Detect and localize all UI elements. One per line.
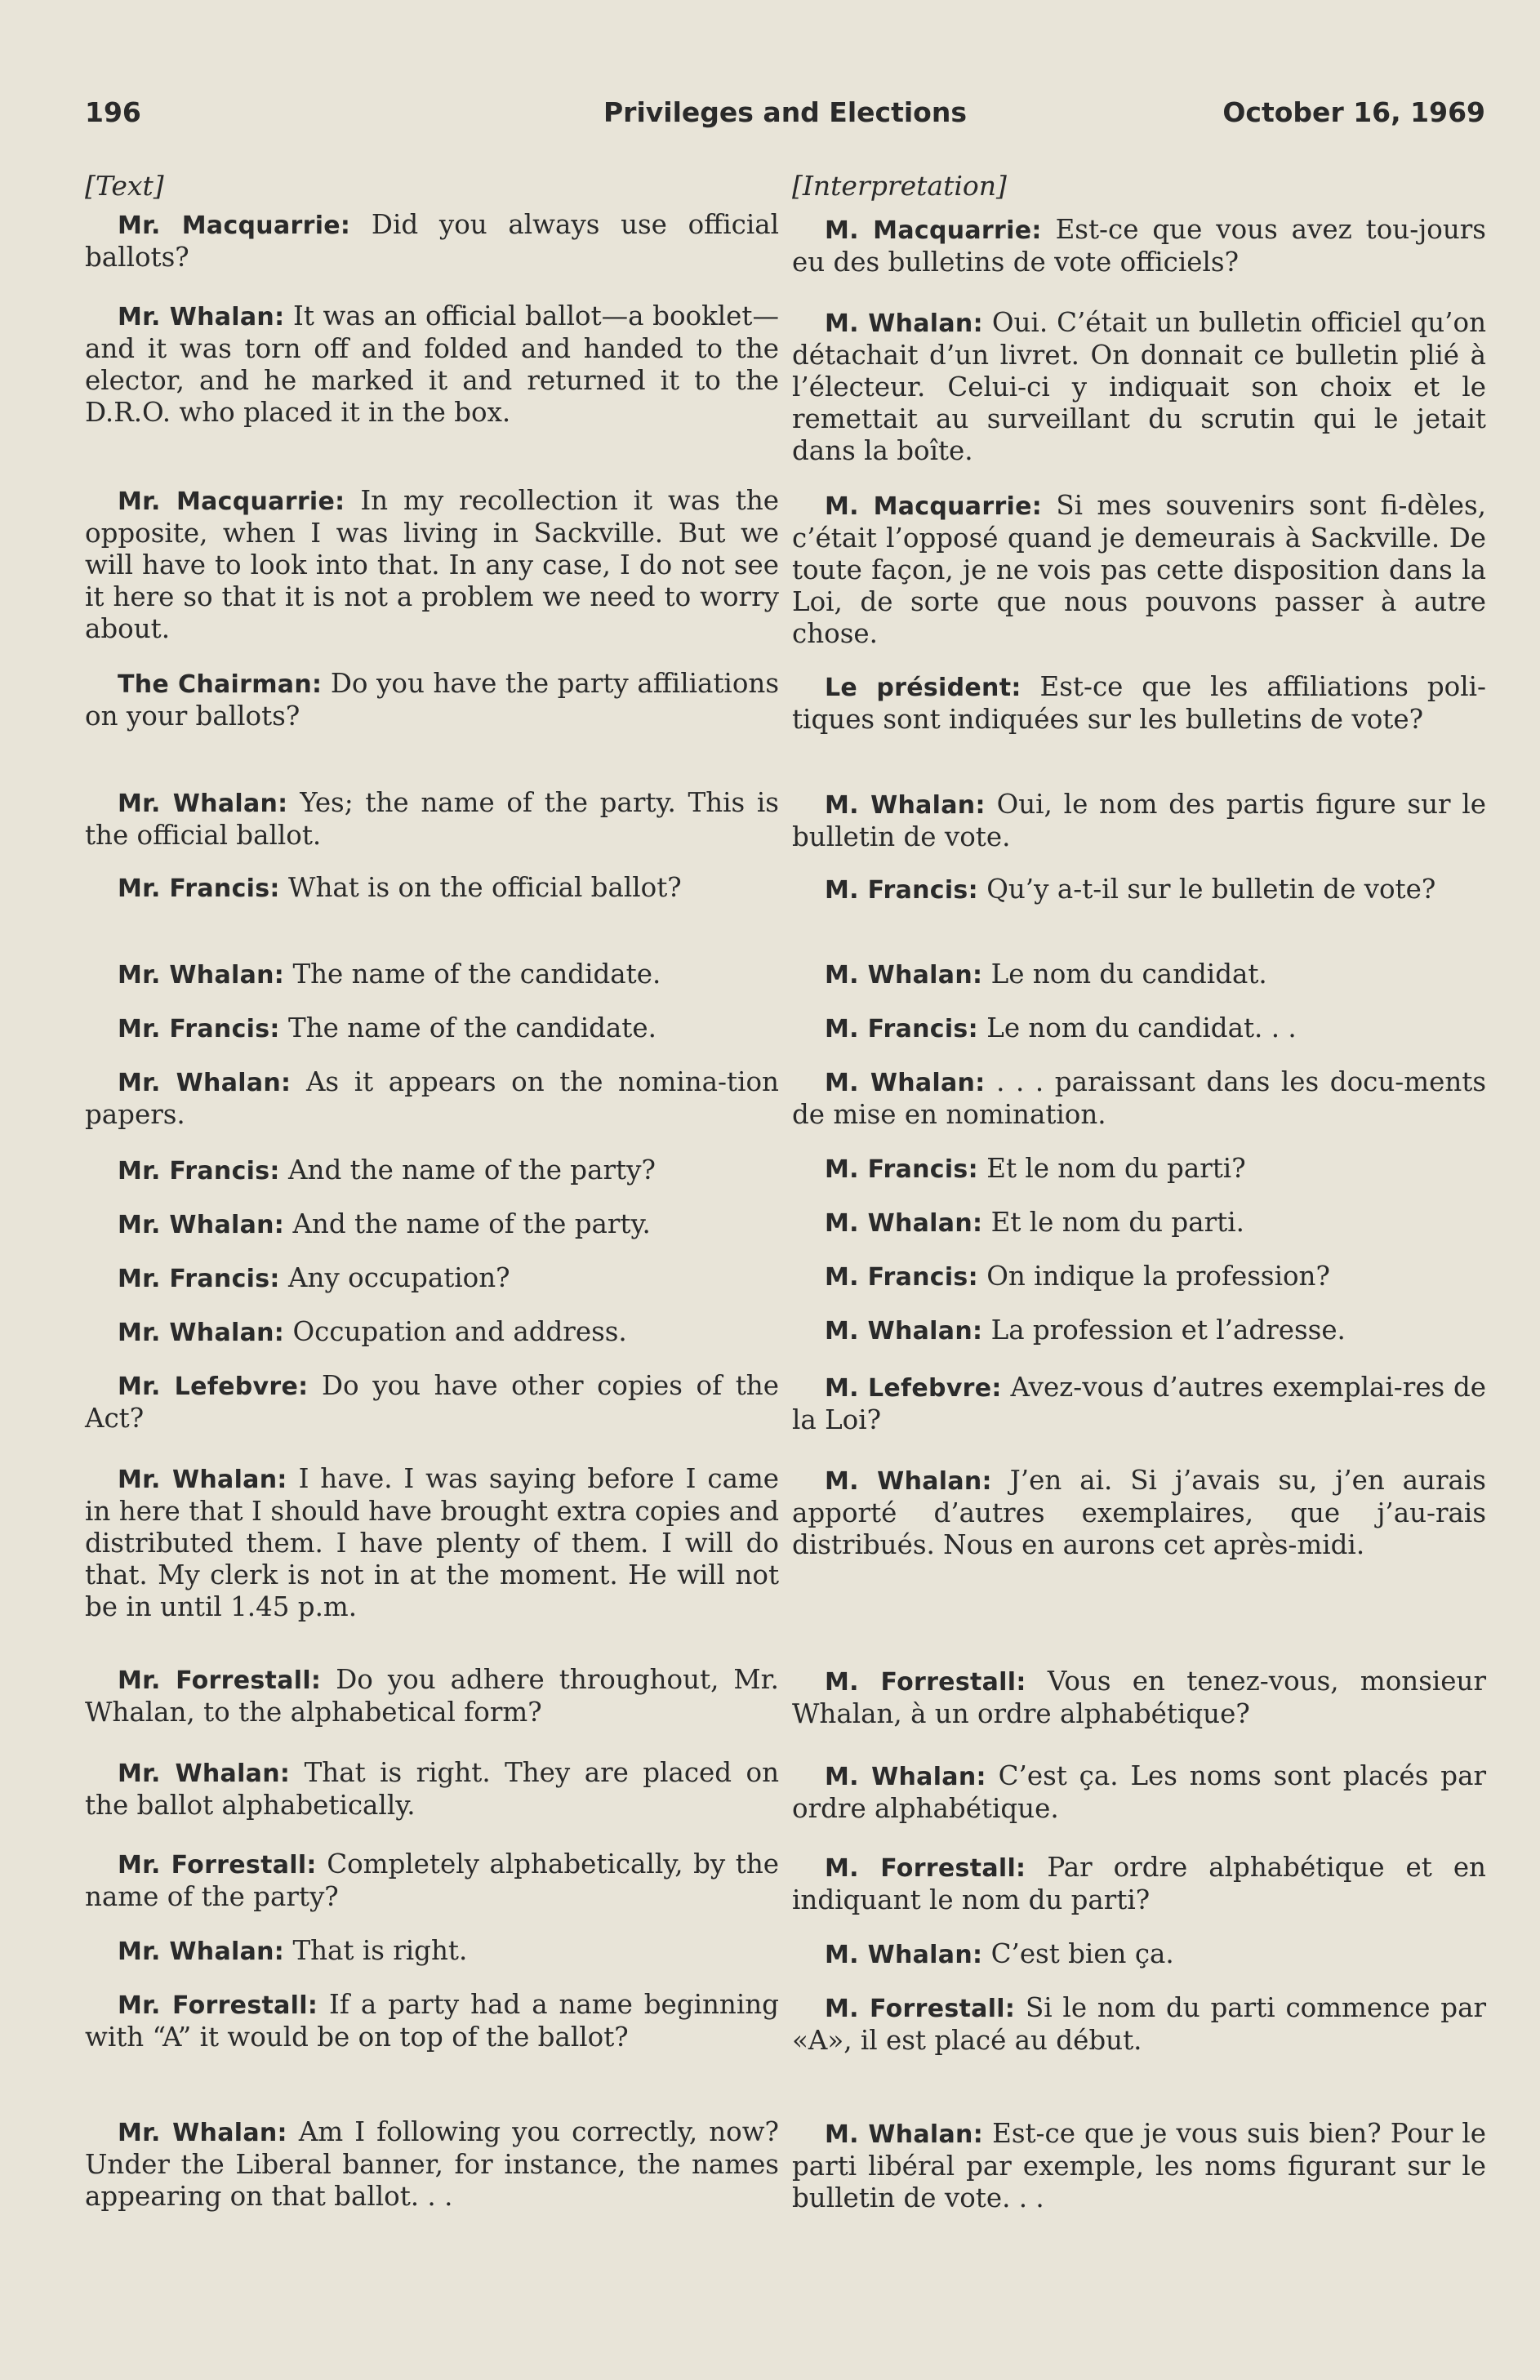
page-number: 196 [85,96,141,128]
speaker-name: Mr. Lefebvre: [118,1372,309,1401]
speaker-name: M. Whalan: [825,1317,983,1346]
speech-text: J’en ai. Si j’avais su, j’en aurais apporté d’autres exemplaires, que j’au-rais distribués. Nous en aurons cet après-midi. [792,1465,1486,1560]
speech-entry [85,1757,779,1822]
speech-entry [85,1848,779,1913]
speech-entry [85,959,779,991]
speaker-name: The Chairman: [118,670,323,699]
speech-text: Any occupation? [288,1262,510,1293]
speaker-name: Mr. Forrestall: [118,1851,317,1880]
speech-text: As it appears on the nomina-tion papers. [85,1066,779,1130]
speaker-name: M. Francis: [825,876,978,905]
speech-text: What is on the official ballot? [288,872,682,903]
speaker-name: M. Whalan: [825,309,983,338]
speech-text: If a party had a name beginning with “A” it would be on top of the ballot? [85,1989,779,2053]
speech-entry [792,1207,1486,1239]
speech-entry [85,668,779,732]
speaker-name: M. Whalan: [825,1209,983,1238]
speech-entry [85,2116,779,2213]
speech-entry [792,2118,1486,2214]
column-heading: [Text] [85,170,164,202]
speaker-name: Le président: [825,674,1021,702]
speech-entry [85,1012,779,1045]
speech-entry [792,1992,1486,2057]
speaker-name: Mr. Whalan: [118,1759,291,1788]
speaker-name: M. Whalan: [825,1069,986,1097]
speech-text: Do you have other copies of the Act? [85,1370,779,1434]
speech-text: That is right. They are placed on the ballot alphabetically. [85,1757,779,1821]
speaker-name: M. Francis: [825,1155,978,1184]
speaker-name: M. Macquarrie: [825,216,1042,245]
speech-text: Le nom du candidat. [990,959,1267,990]
speech-entry [792,1012,1486,1045]
speech-entry [792,490,1486,650]
speech-text: Oui. C’était un bulletin officiel qu’on détachait d’un livret. On donnait ce bulletin plié à l’électeur. Celui-ci y indiquait son choix et le remettait au surveillant du scrutin qui le jetait dans la boîte. [792,307,1487,466]
speech-text: Do you have the party affiliations on your ballots? [85,668,779,732]
page-header [85,96,1485,145]
speech-text: Qu’y a-t-il sur le bulletin de vote? [986,874,1436,905]
speech-text: C’est ça. Les noms sont placés par ordre alphabétique. [792,1760,1486,1824]
speech-entry [792,1372,1486,1436]
speaker-name: Mr. Whalan: [118,2119,287,2147]
speaker-name: Mr. Forrestall: [118,1991,318,2020]
speech-entry [85,485,779,645]
speaker-name: Mr. Francis: [118,1157,280,1186]
speech-entry [792,1261,1486,1293]
speech-text: Si le nom du parti commence par «A», il est placé au début. [792,1992,1486,2056]
speech-text: Est-ce que vous avez tou-jours eu des bulletins de vote officiels? [792,214,1486,278]
speaker-name: Mr. Whalan: [118,1069,292,1097]
speech-entry [792,1760,1486,1825]
speech-entry [85,787,779,852]
speech-entry [85,1208,779,1241]
speech-entry [792,789,1486,853]
speech-entry [85,1066,779,1131]
speaker-name: M. Forrestall: [825,1668,1026,1697]
speaker-name: Mr. Macquarrie: [118,487,345,516]
speech-entry [792,874,1486,906]
speaker-name: M. Whalan: [825,1763,986,1791]
speech-entry [85,1316,779,1349]
speech-entry [85,1664,779,1728]
speaker-name: Mr. Francis: [118,1265,280,1293]
speech-text: C’est bien ça. [990,1938,1174,1969]
speaker-name: M. Francis: [825,1015,978,1043]
speech-text: And the name of the party? [288,1154,656,1186]
speech-entry [85,1154,779,1187]
speech-entry [792,307,1486,467]
speaker-name: Mr. Whalan: [118,1319,285,1347]
speaker-name: M. Macquarrie: [825,492,1043,521]
speaker-name: Mr. Whalan: [118,961,285,990]
speech-text: Est-ce que les affiliations poli-tiques sont indiquées sur les bulletins de vote? [792,671,1486,735]
speech-text: The name of the candidate. [288,1012,657,1043]
speech-text: Oui, le nom des partis figure sur le bulletin de vote. [792,789,1486,852]
speaker-name: Mr. Whalan: [118,1466,287,1494]
speech-entry [792,214,1486,278]
speech-text: La profession et l’adresse. [990,1315,1346,1346]
speech-text: Am I following you correctly, now? Under the Liberal banner, for instance, the names appearing on that ballot. . . [85,2116,779,2212]
speaker-name: Mr. Forrestall: [118,1666,322,1695]
speech-entry [85,209,779,274]
speech-entry [85,1370,779,1435]
speech-entry [792,1153,1486,1186]
speaker-name: Mr. Whalan: [118,1211,285,1239]
speech-text: I have. I was saying before I came in here that I should have brought extra copies and distributed them. I have plenty of them. I will do that. My clerk is not in at the moment. He will not be in until 1.45 p.m. [85,1463,780,1622]
speech-text: Yes; the name of the party. This is the official ballot. [85,787,779,851]
speech-text: Occupation and address. [292,1316,627,1347]
speaker-name: M. Forrestall: [825,1995,1016,2023]
speech-entry [792,1666,1486,1730]
speech-text: Si mes souvenirs sont fi-dèles, c’était l’opposé quand je demeurais à Sackville. De toute façon, je ne vois pas cette disposition dans la Loi, de sorte que nous pouvons passer à autre chose. [792,490,1487,649]
speaker-name: Mr. Francis: [118,1015,280,1043]
speech-entry [792,1938,1486,1971]
speech-entry [85,300,779,429]
speaker-name: Mr. Macquarrie: [118,211,351,240]
speech-text: On indique la profession? [986,1261,1330,1292]
speech-entry [85,1935,779,1968]
speech-text: The name of the candidate. [292,959,661,990]
speech-text: Le nom du candidat. . . [986,1012,1297,1043]
speech-text: In my recollection it was the opposite, when I was living in Sackville. But we will have to look into that. In any case, I do not see it here so that it is not a problem we need to worry about. [85,485,779,644]
speech-entry [792,959,1486,991]
speaker-name: M. Lefebvre: [825,1374,1002,1403]
speech-text: Vous en tenez-vous, monsieur Whalan, à un ordre alphabétique? [792,1666,1486,1729]
speech-text: And the name of the party. [292,1208,651,1239]
speaker-name: M. Forrestall: [825,1854,1026,1883]
speaker-name: Mr. Whalan: [118,1937,285,1966]
speaker-name: Mr. Whalan: [118,790,288,818]
speech-text: Completely alphabetically, by the name of the party? [85,1848,779,1912]
speech-text: Did you always use official ballots? [85,209,779,273]
speech-entry [792,1852,1486,1916]
speaker-name: M. Whalan: [825,1941,983,1969]
speech-text: That is right. [292,1935,468,1966]
speech-text: Et le nom du parti? [986,1153,1246,1184]
speech-entry [792,1315,1486,1347]
speaker-name: M. Whalan: [825,961,983,990]
speech-text: Avez-vous d’autres exemplai-res de la Loi? [792,1372,1486,1435]
speaker-name: M. Whalan: [825,791,986,820]
running-title: Privileges and Elections [603,96,967,128]
column-heading: [Interpretation] [792,170,1007,202]
speaker-name: Mr. Francis: [118,874,280,903]
speech-text: Par ordre alphabétique et en indiquant le nom du parti? [792,1852,1486,1915]
speech-entry [85,1463,779,1623]
speaker-name: M. Francis: [825,1263,978,1292]
speech-text: Do you adhere throughout, Mr. Whalan, to the alphabetical form? [85,1664,779,1728]
speech-text: It was an official ballot—a booklet—and it was torn off and folded and handed to the elector, and he marked it and returned it to the D.R.O. who placed it in the box. [85,300,779,428]
speech-entry [85,872,779,905]
speech-entry [85,1262,779,1295]
speech-entry [85,1989,779,2053]
speech-text: . . . paraissant dans les docu-ments de mise en nomination. [792,1066,1486,1130]
speaker-name: M. Whalan: [825,2120,984,2149]
page-date: October 16, 1969 [1222,96,1485,128]
speech-text: Est-ce que je vous suis bien? Pour le parti libéral par exemple, les noms figurant sur le bulletin de vote. . . [792,2118,1486,2213]
speaker-name: M. Whalan: [825,1467,992,1496]
speech-text: Et le nom du parti. [990,1207,1244,1238]
speech-entry [792,1066,1486,1131]
speaker-name: Mr. Whalan: [118,303,285,331]
speech-entry [792,1465,1486,1561]
speech-entry [792,671,1486,736]
